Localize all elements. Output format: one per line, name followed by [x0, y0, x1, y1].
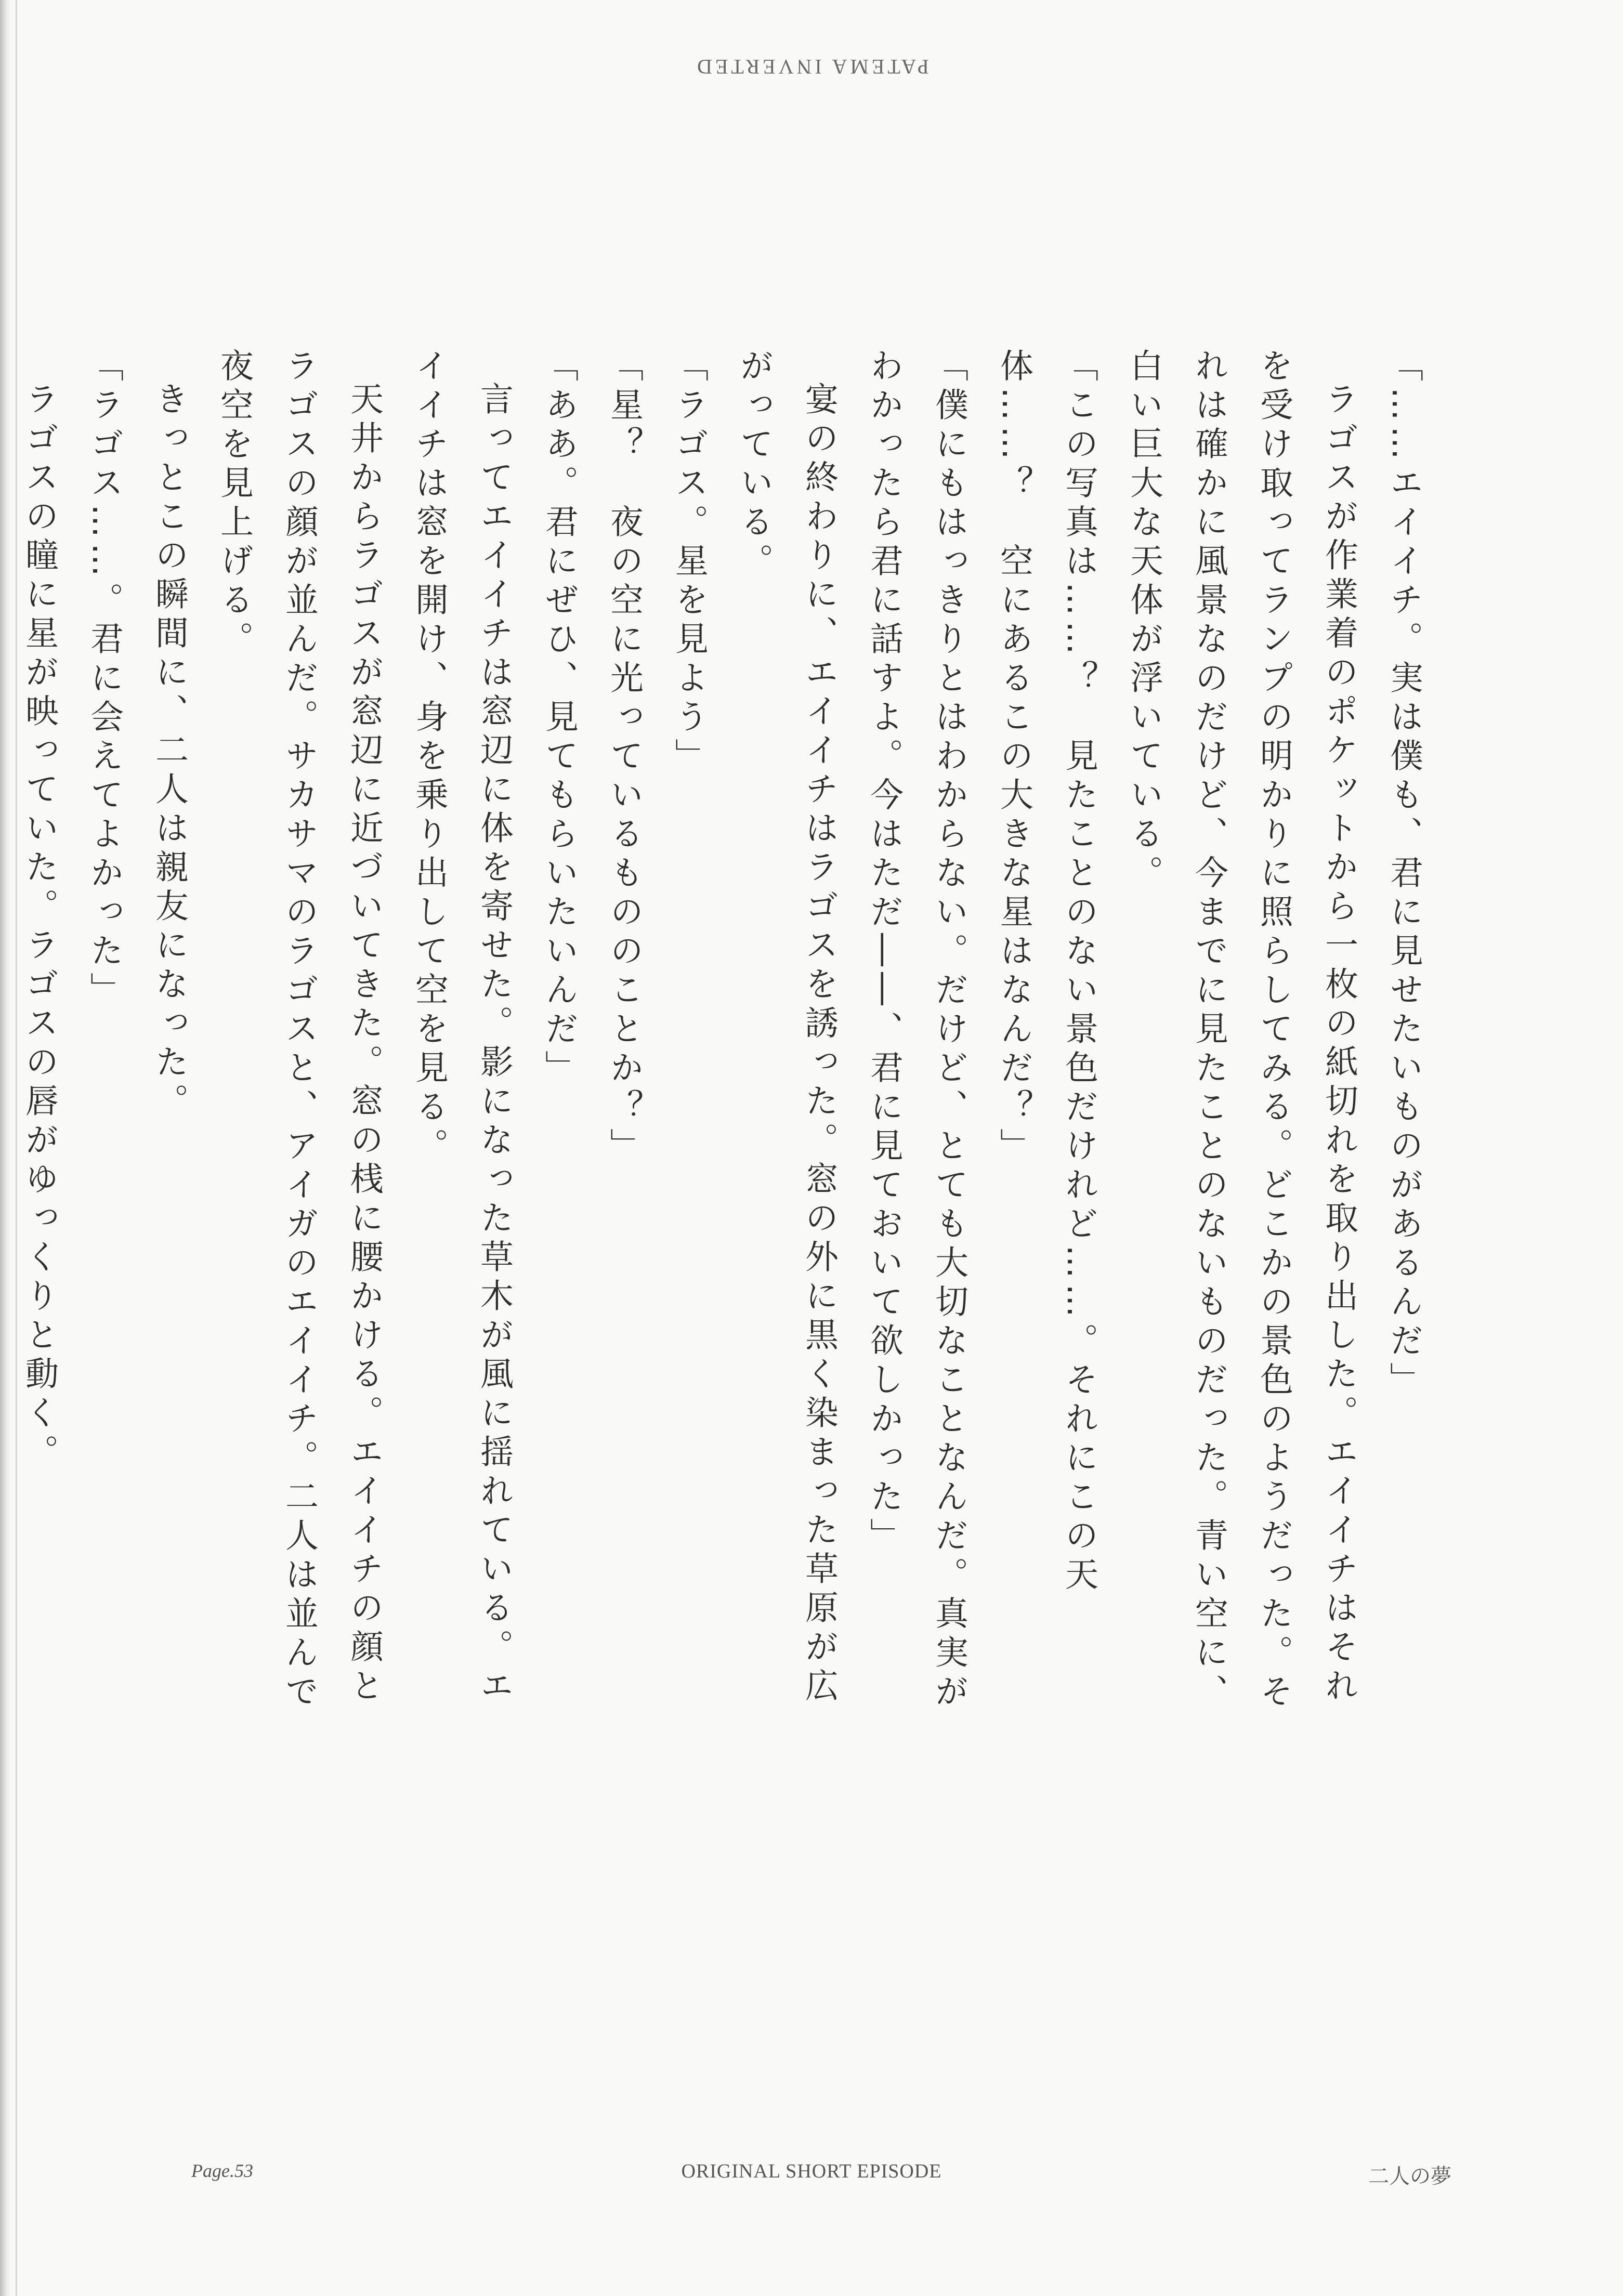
- paragraph-4: 「僕にもはっきりとはわからない。だけど、とても大切なことなんだ。真実がわかったら君に話すよ。今はただ――、君に見ておいて欲しかった」: [865, 348, 968, 1713]
- story-body: [6, 348, 1436, 1721]
- paragraph-13: ラゴスの瞳に星が映っていた。ラゴスの唇がゆっくりと動く。: [20, 382, 58, 1473]
- paragraph-6: 「ラゴス。星を見よう」: [670, 348, 708, 777]
- paragraph-2: ラゴスが作業着のポケットから一枚の紙切れを取り出した。エイイチはそれを受け取ってランプの明かりに照らしてみる。どこかの景色のようだった。それは確かに風景なのだけど、今までに見たことのないものだった。青い空に、白い巨大な天体が浮いている。: [1124, 348, 1358, 1713]
- paragraph-1: 「……エイイチ。実は僕も、君に見せたいものがあるんだ」: [1384, 348, 1423, 1401]
- paragraph-3: 「この写真は……？ 見たことのない景色だけれど……。それにこの天体……？ 空にあるこの大きな星はなんだ？」: [994, 348, 1098, 1596]
- chapter-title: 二人の夢: [1368, 2164, 1451, 2188]
- paragraph-11: きっとこの瞬間に、二人は親友になった。: [150, 382, 188, 1122]
- running-head: PATEMA INVERTED: [694, 55, 929, 78]
- paragraph-8: 「ああ。君にぜひ、見てもらいたいんだ」: [540, 348, 578, 1089]
- section-title: ORIGINAL SHORT EPISODE: [681, 2160, 942, 2182]
- paragraph-5: 宴の終わりに、エイイチはラゴスを誘った。窓の外に黒く染まった草原が広がっている。: [735, 348, 838, 1707]
- paragraph-10: 天井からラゴスが窓辺に近づいてきた。窓の桟に腰かける。エイイチの顔とラゴスの顔が並んだ。サカサマのラゴスと、アイガのエイイチ。二人は並んで夜空を見上げる。: [215, 348, 383, 1713]
- paragraph-7: 「星？ 夜の空に光っているもののことか？」: [605, 348, 643, 1167]
- paragraph-9: 言ってエイイチは窓辺に体を寄せた。影になった草木が風に揺れている。エイイチは窓を開け、身を乗り出して空を見る。: [410, 348, 513, 1707]
- page-number: Page.53: [191, 2160, 253, 2181]
- paragraph-12: 「ラゴス……。君に会えてよかった」: [85, 348, 123, 1011]
